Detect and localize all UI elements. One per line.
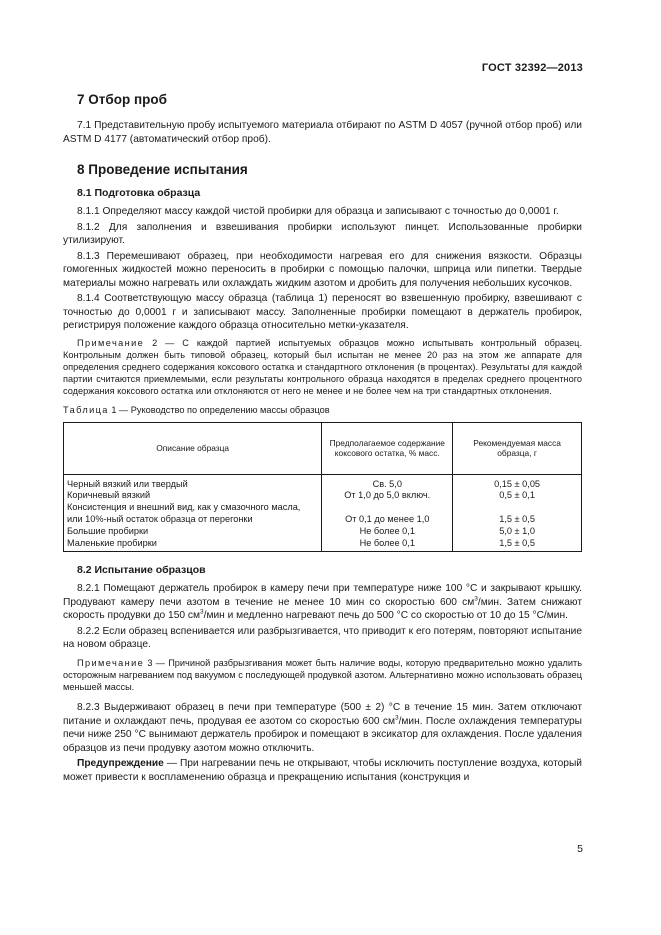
note-2-label: Примечание: [77, 337, 145, 348]
paragraph-8-2-1-part: /мин. Затем снижают скорость продувки до 150 см: [63, 596, 582, 622]
note-2-text: 2 — С каждой партией испытуемых образцов можно испытывать контрольный образец. Контрольным должен быть типовой образец, который был испытан не менее 20 раз на этом же аппарате для определения среднего содержания коксового остатка и стандартного отклонения (в процентах). Результаты для каждой партии считаются приемлемыми, если результаты контрольного образца находятся в пределах среднего процентного содержания коксового остатка или отклоняются от него не менее и не более чем на три стандартных отклонения.: [63, 337, 582, 397]
note-3-text: 3 — Причиной разбрызгивания может быть наличие воды, которую предварительно можно удалить осторожным нагреванием под вакуумом с последующей продувкой азотом. Альтернативно можно использовать образец меньшей массы.: [63, 657, 582, 693]
cell-sample-mass: 0,5 ± 0,1: [453, 490, 582, 502]
paragraph-8-2-3-part: /мин. После охлаждения температуры печи ниже 250 °С вынимают держатель пробирок и помещают в эксикатор для охлаждения. После удаления образцов из печи продувку азотом можно отключить.: [63, 715, 583, 754]
cell-sample-mass: 1,5 ± 0,5: [453, 502, 582, 526]
table-row: [64, 474, 582, 490]
paragraph-7-1: 7.1 Представительную пробу испытуемого материала отбирают по ASTM D 4057 (ручной отбор проб) или ASTM D 4177 (автоматический отбор проб).: [63, 120, 582, 145]
paragraph-8-1-1: 8.1.1 Определяют массу каждой чистой пробирки для образца и записывают с точностью до 0,0001 г.: [77, 206, 559, 217]
page-number: 5: [577, 843, 583, 855]
table-row: [64, 490, 582, 502]
cell-coke-residue: От 0,1 до менее 1,0: [322, 502, 453, 526]
cell-description: Коричневый вязкий: [64, 490, 322, 502]
warning-text: — При нагревании печь не открывают, чтобы исключить поступление воздуха, который может привести к воспламенению образца и прекращению испытания (конструкция и: [63, 758, 582, 783]
cell-coke-residue: Не более 0,1: [322, 526, 453, 538]
table-row: [64, 526, 582, 538]
sample-mass-table: [63, 422, 582, 553]
warning-paragraph: [63, 757, 582, 784]
paragraph-8-2-1: [63, 582, 582, 623]
note-3: [63, 657, 582, 694]
paragraph-8-2-3: [63, 701, 582, 755]
cell-description: Маленькие пробирки: [64, 538, 322, 552]
subsection-8-2-title: 8.2 Испытание образцов: [77, 564, 206, 577]
page-content: [63, 92, 582, 784]
cell-description: Черный вязкий или твердый: [64, 474, 322, 490]
cell-description: Консистенция и внешний вид, как у смазочного масла, или 10%-ный остаток образца от перегонки: [64, 502, 322, 526]
cell-description: Большие пробирки: [64, 526, 322, 538]
cell-sample-mass: 0,15 ± 0,05: [453, 474, 582, 490]
paragraph-8-1-4: 8.1.4 Соответствующую массу образца (таблица 1) переносят во взвешенную пробирку, взвешивают с точностью до 0,0001 г и записывают массу. Заполненные пробирки помещают в держатель пробирок, регистрируя положение каждого образца относительно метки-указателя.: [63, 293, 582, 331]
section-7-title: 7 Отбор проб: [77, 92, 167, 107]
table-1-title: 1 — Руководство по определению массы образцов: [108, 404, 330, 415]
table-1-caption: [63, 405, 582, 415]
section-8-title: 8 Проведение испытания: [77, 162, 248, 177]
header-sample-mass: Рекомендуемая масса образца, г: [453, 422, 582, 474]
cell-coke-residue: Св. 5,0: [322, 474, 453, 490]
warning-label: Предупреждение: [77, 758, 164, 770]
paragraph-8-2-1-part: /мин и медленно нагревают печь до 500 °С со скоростью от 10 до 15 °С/мин.: [203, 610, 568, 622]
cell-sample-mass: 1,5 ± 0,5: [453, 538, 582, 552]
table-1-label: Таблица: [63, 404, 109, 415]
standard-number: ГОСТ 32392—2013: [481, 62, 583, 74]
paragraph-8-2-3-part: 8.2.3 Выдерживают образец в печи при температуре (500 ± 2) °С в течение 15 мин. Затем отключают питание и охлаждают печь, продувая ее азотом со скоростью 600 см: [63, 702, 582, 727]
header-coke-residue: Предполагаемое содержание коксового остатка, % масс.: [322, 422, 453, 474]
cell-coke-residue: От 1,0 до 5,0 включ.: [322, 490, 453, 502]
table-header-row: [64, 422, 582, 474]
header-description: Описание образца: [64, 422, 322, 474]
cell-sample-mass: 5,0 ± 1,0: [453, 526, 582, 538]
table-row: [64, 502, 582, 526]
paragraph-8-2-1-part: 8.2.1 Помещают держатель пробирок в камеру печи при температуре ниже 100 °С и закрывают крышку. Продувают камеру печи азотом в течение не менее 10 мин со скоростью 600 см: [63, 583, 582, 608]
paragraph-8-1-2: 8.1.2 Для заполнения и взвешивания пробирки используют пинцет. Использованные пробирки утилизируют.: [63, 221, 582, 246]
note-3-label: Примечание: [77, 657, 145, 668]
paragraph-8-1-3: 8.1.3 Перемешивают образец, при необходимости нагревая его для снижения вязкости. Образцы гомогенных жидкостей можно переносить в пробирки с помощью палочки, шприца или пипетки. Твердые материалы можно нагревать или охлаждать жидким азотом и дробить для получения небольших кусочков.: [63, 250, 582, 289]
superscript-3: 3: [394, 714, 399, 722]
superscript-3: 3: [199, 608, 204, 616]
cell-coke-residue: Не более 0,1: [322, 538, 453, 552]
superscript-3: 3: [474, 595, 478, 603]
note-2: [63, 337, 582, 398]
paragraph-8-2-2: 8.2.2 Если образец вспенивается или разбрызгивается, что приводит к его потерям, повторяют испытание на новом образце.: [63, 625, 582, 651]
subsection-8-1-title: 8.1 Подготовка образца: [77, 187, 201, 199]
table-row: [64, 538, 582, 552]
